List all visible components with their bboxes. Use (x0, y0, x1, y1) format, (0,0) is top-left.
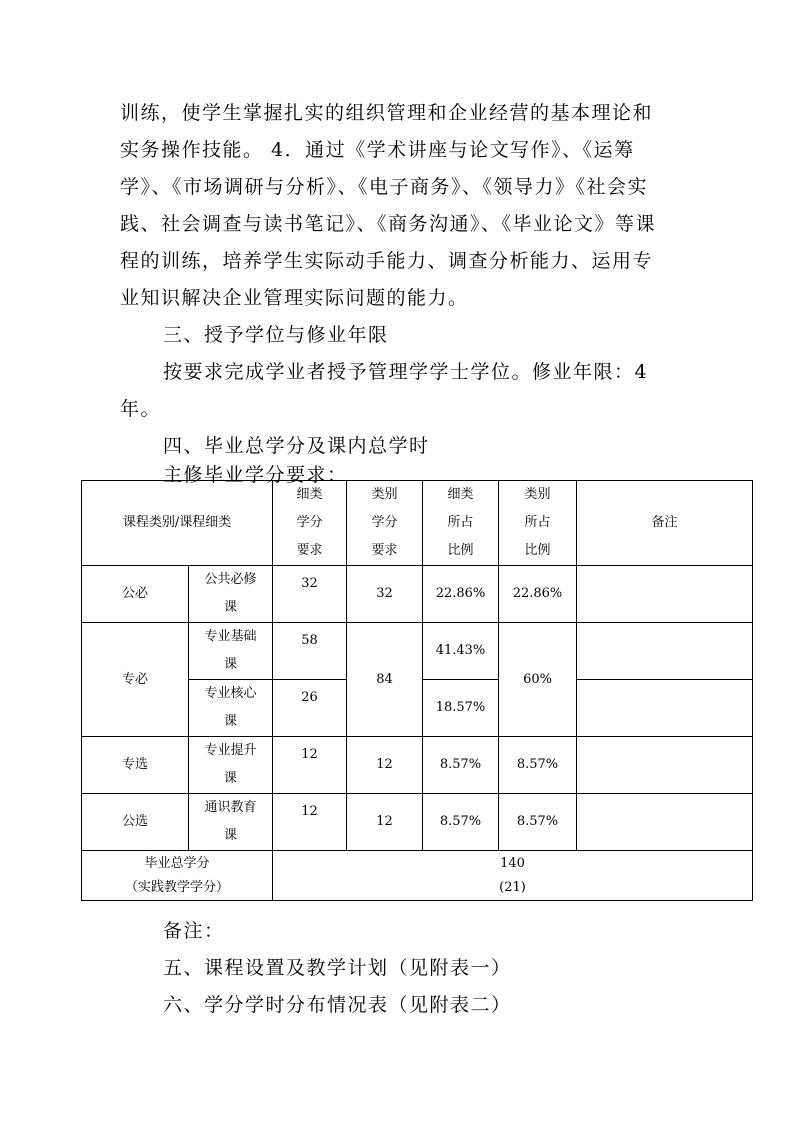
remark-label: 备注： (163, 920, 225, 942)
header-sub-credit: 细类 学分 要求 (273, 481, 347, 566)
section4-subheading: 主修毕业学分要求： (163, 464, 348, 486)
header-cat-ratio: 类别 所占 比例 (499, 481, 577, 566)
sub-ratio-cell: 18.57% (423, 680, 499, 737)
cat-credit-cell: 32 (347, 566, 423, 623)
header-sub-ratio: 细类 所占 比例 (423, 481, 499, 566)
section6-heading: 六、学分学时分布情况表（见附表二） (163, 994, 512, 1016)
cat-credit-cell: 12 (347, 737, 423, 794)
note-cell (577, 680, 753, 737)
intro-line-2: 实务操作技能。 4．通过《学术讲座与论文写作》、《运筹 (120, 139, 635, 161)
header-category: 课程类别/课程细类 (82, 481, 273, 566)
sub-ratio-cell: 22.86% (423, 566, 499, 623)
cat-ratio-cell: 8.57% (499, 737, 577, 794)
credit-requirements-table (81, 480, 753, 901)
table-header-row (82, 481, 753, 566)
intro-line-4: 践、社会调查与读书笔记》、《商务沟通》、《毕业论文》等课 (120, 213, 657, 235)
header-note: 备注 (577, 481, 753, 566)
sub-credit-cell: 26 (273, 680, 347, 737)
header-cat-credit: 类别 学分 要求 (347, 481, 423, 566)
subcategory-cell: 专业基础 课 (189, 623, 273, 680)
sub-credit-cell: 58 (273, 623, 347, 680)
section3-body-line-2: 年。 (120, 398, 162, 420)
intro-line-6: 业知识解决企业管理实际问题的能力。 (120, 287, 469, 309)
table-total-row (82, 851, 753, 901)
section3-heading: 三、授予学位与修业年限 (163, 324, 389, 346)
cat-ratio-cell: 22.86% (499, 566, 577, 623)
total-value-cell: 140 (21) (273, 851, 753, 901)
note-cell (577, 623, 753, 680)
table-row (82, 794, 753, 851)
cat-credit-cell: 84 (347, 623, 423, 737)
sub-ratio-cell: 8.57% (423, 737, 499, 794)
category-cell: 公必 (82, 566, 189, 623)
total-label-cell: 毕业总学分 （实践教学学分） (82, 851, 273, 901)
section4-heading: 四、毕业总学分及课内总学时 (163, 435, 430, 457)
cat-ratio-cell: 60% (499, 623, 577, 737)
intro-line-5: 程的训练，培养学生实际动手能力、调查分析能力、运用专 (120, 250, 654, 272)
table-row (82, 737, 753, 794)
cat-ratio-cell: 8.57% (499, 794, 577, 851)
subcategory-cell: 公共必修 课 (189, 566, 273, 623)
subcategory-cell: 专业提升 课 (189, 737, 273, 794)
subcategory-cell: 专业核心 课 (189, 680, 273, 737)
intro-line-3: 学》、《市场调研与分析》、《电子商务》、《领导力》《社会实 (120, 176, 649, 198)
section3-body-line-1: 按要求完成学业者授予管理学学士学位。修业年限：4 (163, 361, 649, 383)
category-cell: 专必 (82, 623, 189, 737)
category-cell: 专选 (82, 737, 189, 794)
subcategory-cell: 通识教育 课 (189, 794, 273, 851)
sub-ratio-cell: 8.57% (423, 794, 499, 851)
note-cell (577, 794, 753, 851)
sub-credit-cell: 32 (273, 566, 347, 623)
cat-credit-cell: 12 (347, 794, 423, 851)
category-cell: 公选 (82, 794, 189, 851)
table-row (82, 623, 753, 680)
note-cell (577, 737, 753, 794)
note-cell (577, 566, 753, 623)
section5-heading: 五、课程设置及教学计划（见附表一） (163, 957, 512, 979)
sub-credit-cell: 12 (273, 794, 347, 851)
intro-line-1: 训练，使学生掌握扎实的组织管理和企业经营的基本理论和 (120, 102, 654, 124)
sub-ratio-cell: 41.43% (423, 623, 499, 680)
table-row (82, 566, 753, 623)
sub-credit-cell: 12 (273, 737, 347, 794)
